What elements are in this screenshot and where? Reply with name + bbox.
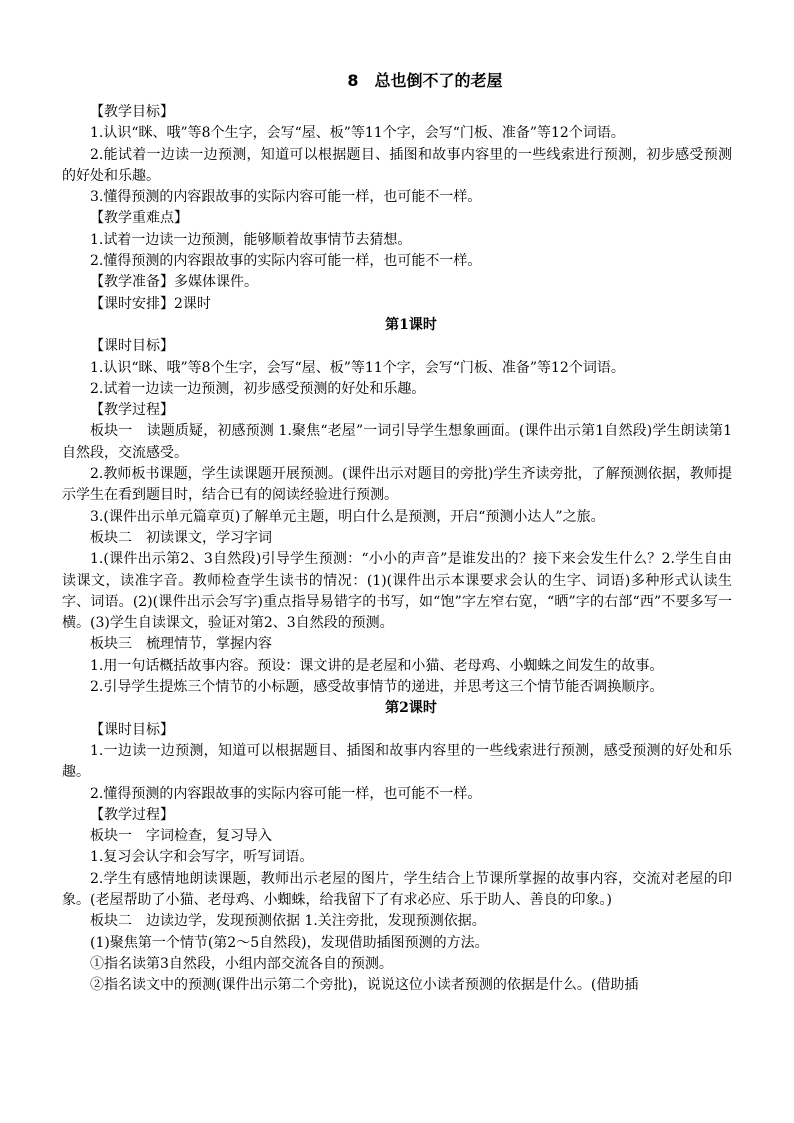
paragraph: 板块一 读题质疑，初感预测 1.聚焦“老屋”一词引导学生想象画面。(课件出示第1自然段)学生朗读第1自然段，交流感受。 — [62, 423, 732, 461]
paragraph: 1.认识“眯、哦”等8个生字，会写“屋、板”等11个字，会写“门板、准备”等12个词语。 — [90, 125, 625, 142]
paragraph: ①指名读第3自然段，小组内部交流各自的预测。 — [90, 955, 393, 972]
section-heading: 【教学过程】 — [90, 806, 174, 823]
paragraph: 2.引导学生提炼三个情节的小标题，感受故事情节的递进，并思考这三个情节能否调换顺序。 — [90, 679, 664, 696]
paragraph: 1.一边读一边预测，知道可以根据题目、插图和故事内容里的一些线索进行预测，感受预测的好处和乐趣。 — [62, 742, 732, 781]
paragraph: 板块二 边读边学，发现预测依据 1.关注旁批，发现预测依据。 — [90, 913, 486, 930]
section-heading: 【教学重难点】 — [90, 210, 188, 227]
paragraph: 2.教师板书课题，学生读课题开展预测。(课件出示对题目的旁批)学生齐读旁批，了解预测依据，教师提示学生在看到题目时，结合已有的阅读经验进行预测。 — [62, 466, 732, 504]
paragraph: 2.学生有感情地朗读课题，教师出示老屋的图片，学生结合上节课所掌握的故事内容，交流对老屋的印象。(老屋帮助了小猫、老母鸡、小蜘蛛，给我留下了有求必应、乐于助人、善良的印象。) — [62, 870, 732, 908]
section-heading: 【教学目标】 — [90, 104, 174, 120]
paragraph: 板块三 梳理情节，掌握内容 — [90, 636, 272, 653]
paragraph: 2.试着一边读一边预测，初步感受预测的好处和乐趣。 — [90, 380, 426, 397]
paragraph: 1.(课件出示第2、3自然段)引导学生预测：“小小的声音”是谁发出的？接下来会发生什么？2.学生自由读课文，读准字音。教师检查学生读书的情况：(1)(课件出示本课要求会认的生字、词语)多种形式认读生字、词语。(2)(课件出示会写字)重点指导易错字的书写，如“饱”字左窄右宽，“晒”字的右部“西”不要多写一横。(3)学生自读课文，验证对第2、3自然段的预测。 — [62, 551, 732, 632]
paragraph: 1.试着一边读一边预测，能够顺着故事情节去猜想。 — [90, 231, 412, 248]
paragraph: 3.(课件出示单元篇章页)了解单元主题，明白什么是预测，开启“预测小达人”之旅。 — [90, 508, 605, 525]
paragraph: 3.懂得预测的内容跟故事的实际内容可能一样，也可能不一样。 — [90, 189, 482, 206]
paragraph: 板块一 字词检查，复习导入 — [90, 828, 272, 845]
page-title: 8 总也倒不了的老屋 — [347, 71, 503, 90]
lesson-subheading: 第2课时 — [385, 700, 437, 717]
paragraph: 1.复习会认字和会写字，听写词语。 — [90, 849, 314, 866]
lesson-subheading: 第1课时 — [385, 316, 437, 333]
section-heading: 【课时安排】2课时 — [90, 295, 211, 312]
paragraph: (1)聚焦第一个情节(第2～5自然段)，发现借助插图预测的方法。 — [90, 934, 489, 951]
paragraph: 2.懂得预测的内容跟故事的实际内容可能一样，也可能不一样。 — [90, 785, 482, 802]
paragraph: 2.能试着一边读一边预测，知道可以根据题目、插图和故事内容里的一些线索进行预测，初步感受预测的好处和乐趣。 — [62, 146, 732, 184]
document-body — [62, 102, 732, 996]
paragraph: 板块二 初读课文，学习字词 — [90, 529, 272, 546]
section-heading: 【课时目标】 — [90, 721, 174, 738]
paragraph: 1.用一句话概括故事内容。预设：课文讲的是老屋和小猫、老母鸡、小蜘蛛之间发生的故事。 — [90, 657, 664, 674]
section-heading: 【教学过程】 — [90, 402, 174, 419]
section-heading: 【课时目标】 — [90, 338, 174, 355]
paragraph: 2.懂得预测的内容跟故事的实际内容可能一样，也可能不一样。 — [90, 253, 482, 270]
section-heading: 【教学准备】多媒体课件。 — [90, 274, 258, 291]
paragraph: ②指名读文中的预测(课件出示第二个旁批)，说说这位小读者预测的依据是什么。(借助插 — [90, 977, 639, 994]
paragraph: 1.认识“眯、哦”等8个生字，会写“屋、板”等11个字，会写“门板、准备”等12个词语。 — [90, 359, 625, 376]
